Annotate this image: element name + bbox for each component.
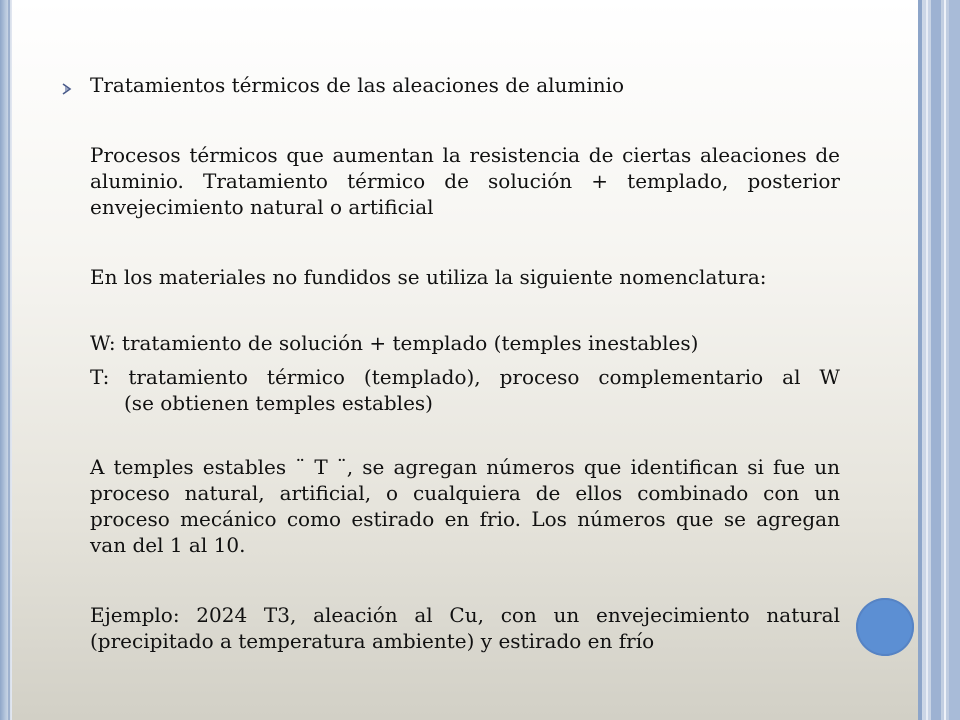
- right-stripe: [949, 0, 960, 720]
- paragraph-processes: Procesos térmicos que aumentan la resistencia de ciertas aleaciones de aluminio. Tratamiento térmico de solución + templado, posterior envejecimiento natural o artificial: [90, 143, 840, 219]
- paragraph-stable-tempers: A temples estables ¨ T ¨, se agregan números que identifican si fue un proceso natural, artificial, o cualquiera de ellos combinado con un proceso mecánico como estirado en frio. Los números que se agregan van del 1 al 10.: [90, 455, 840, 557]
- left-border-decoration: [0, 0, 12, 720]
- paragraph-example: Ejemplo: 2024 T3, aleación al Cu, con un envejecimiento natural (precipitado a temperatura ambiente) y estirado en frío: [90, 603, 840, 653]
- slide-heading: Tratamientos térmicos de las aleaciones de aluminio: [90, 73, 625, 97]
- arrow-bullet-icon: [60, 76, 74, 90]
- heading-row: [60, 70, 840, 100]
- right-stripe: [931, 0, 941, 720]
- left-border-line: [8, 0, 10, 720]
- item-w: W: tratamiento de solución + templado (temples inestables): [90, 331, 699, 355]
- slide-content: [60, 70, 840, 653]
- item-t: [90, 364, 840, 416]
- item-t-line1: T: tratamiento térmico (templado), proceso complementario al W: [90, 365, 840, 389]
- right-stripe: [918, 0, 922, 720]
- right-stripe: [944, 0, 946, 720]
- right-stripe: [926, 0, 928, 720]
- paragraph-nomenclature: En los materiales no fundidos se utiliza la siguiente nomenclatura:: [90, 265, 767, 289]
- decorative-circle: [856, 598, 914, 656]
- item-t-line2: (se obtienen temples estables): [124, 391, 433, 415]
